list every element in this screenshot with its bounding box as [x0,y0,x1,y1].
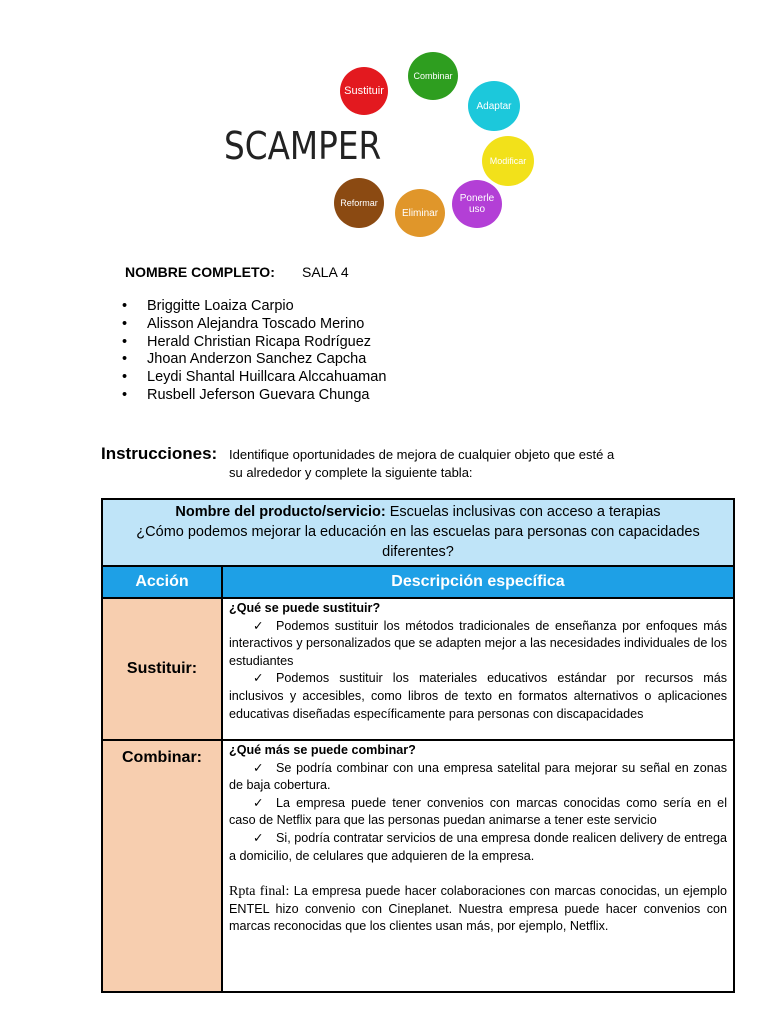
product-header [102,499,734,566]
member-item: • Briggitte Loaiza Carpio [120,298,386,316]
product-label: Nombre del producto/servicio: [175,504,386,520]
list-item: ✓ Podemos sustituir los métodos tradicionales de enseñanza por enfoques más interactivos y personalizados que se adapten mejor a las necesidades individuales de los estudiantes [229,618,727,668]
name-value: SALA 4 [302,264,349,280]
member-item: • Leydi Shantal Huillcara Alccahuaman [120,369,386,387]
bubble-modificar: Modificar [482,136,534,186]
checkmark-icon: ✓ [253,618,264,633]
question-combinar: ¿Qué más se puede combinar? [229,743,416,757]
description-combinar [222,740,734,992]
action-sustituir: Sustituir: [102,598,222,740]
bubble-ponerle-uso: Ponerle uso [452,180,502,228]
scamper-table [101,498,735,993]
bubble-combinar: Combinar [408,52,458,100]
list-item: ✓ La empresa puede tener convenios con marcas conocidas como sería en el caso de Netflix para que las personas puedan animarse a tener este servicio [229,795,727,828]
checkmark-icon: ✓ [253,830,264,845]
list-item: ✓ Podemos sustituir los materiales educativos estándar por recursos más inclusivos y accesibles, como libros de texto en formatos alternativos o aplicaciones educativas diseñadas específicamente para personas con discapacidades [229,671,727,721]
instructions-text: Identifique oportunidades de mejora de cualquier objeto que esté a su alrededor y complete la siguiente tabla: [229,447,615,480]
members-list [120,298,386,405]
bubble-sustituir: Sustituir [340,67,388,115]
final-answer-text: La empresa puede hacer colaboraciones con marcas conocidas, un ejemplo ENTEL hizo convenio con Cineplanet. Nuestra empresa puede hacer convenios con marcas reconocidas que los clientes usan más, por ejemplo, Netflix. [229,884,727,934]
question-sustituir: ¿Qué se puede sustituir? [229,601,381,615]
checkmark-icon: ✓ [253,795,264,810]
column-header-description: Descripción específica [222,566,734,598]
member-item: • Herald Christian Ricapa Rodríguez [120,334,386,352]
bubble-reformar: Reformar [334,178,384,228]
column-header-action: Acción [102,566,222,598]
description-sustituir [222,598,734,740]
scamper-title: SCAMPER [224,124,382,168]
instructions-label: Instrucciones: [101,444,218,463]
member-item: • Jhoan Anderzon Sanchez Capcha [120,351,386,369]
list-item: ✓ Si, podría contratar servicios de una empresa donde realicen delivery de entrega a domicilio, de celulares que adquieren de la empresa. [229,830,727,863]
final-answer [229,883,727,936]
product-value: Escuelas inclusivas con acceso a terapias [389,504,661,520]
name-label: NOMBRE COMPLETO: [125,264,275,280]
product-question: ¿Cómo podemos mejorar la educación en las escuelas para personas con capacidades diferentes? [136,524,700,560]
checkmark-icon: ✓ [253,760,264,775]
action-combinar: Combinar: [102,740,222,992]
list-item: ✓ Se podría combinar con una empresa satelital para mejorar su señal en zonas de baja cobertura. [229,760,727,793]
bubble-eliminar: Eliminar [395,189,445,237]
scamper-logo [222,52,540,240]
member-item: • Rusbell Jeferson Guevara Chunga [120,387,386,405]
member-item: • Alisson Alejandra Toscado Merino [120,316,386,334]
final-answer-label: Rpta final: [229,884,290,900]
bubble-adaptar: Adaptar [468,81,520,131]
checkmark-icon: ✓ [253,671,264,686]
